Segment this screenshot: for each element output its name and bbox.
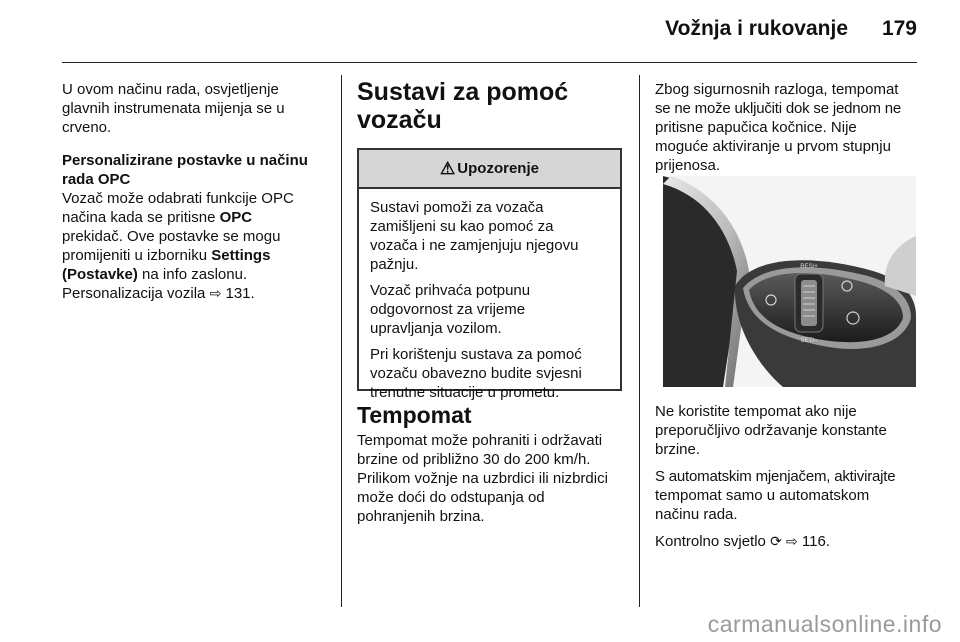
page-reference-icon: ⇨ (209, 285, 222, 301)
text-line: tempomat samo u automatskom (655, 487, 870, 504)
warning-heading: Upozorenje (457, 160, 539, 177)
text-fragment: promijeniti u izborniku (62, 247, 212, 264)
text-line: preporučljivo održavanje konstante (655, 422, 887, 439)
text-line: glavnih instrumenata mijenja se u (62, 100, 285, 117)
text-line: zamišljeni su kao pomoć za (370, 218, 554, 235)
text-line: brzine od približno 30 do 200 km/h. (357, 451, 591, 468)
text-line: može doći do odstupanja od (357, 489, 545, 506)
column-divider-right (639, 75, 640, 607)
opc-button-label: OPC (219, 209, 253, 226)
text-line: crveno. (62, 119, 112, 136)
text-line: pohranjenih brzina. (357, 508, 485, 525)
text-line: se ne može uključiti dok se jednom ne (655, 100, 902, 117)
text-fragment: načina kada se pritisne (62, 209, 220, 226)
warning-triangle-icon: ⚠ (440, 158, 456, 178)
text-line: Vozač može odabrati funkcije OPC (62, 190, 294, 207)
subheading-line: Personalizirane postavke u načinu (62, 152, 308, 169)
text-line: pritisne papučica kočnice. Nije (655, 119, 857, 136)
text-line: moguće aktiviranje u prvom stupnju (655, 138, 891, 155)
column-middle-section (357, 402, 632, 534)
steering-wheel-illustration (663, 176, 916, 387)
page-reference-icon: ⇨ (785, 533, 798, 549)
text-fragment: na info zaslonu. (137, 266, 248, 283)
text-line: Vozač prihvaća potpunu (370, 282, 531, 299)
text-line: Sustavi pomoži za vozača (370, 199, 544, 216)
text-line: Prilikom vožnje na uzbrdici ili nizbrdici (357, 470, 608, 487)
column-right-top (655, 80, 945, 183)
text-line: prijenosa. (655, 157, 721, 174)
settings-menu-label-translation: (Postavke) (62, 266, 138, 283)
settings-menu-label: Settings (211, 247, 271, 264)
column-right-bottom (655, 402, 945, 559)
text-line: S automatskim mjenjačem, aktivirajte (655, 468, 896, 485)
text-line: Pri korištenju sustava za pomoć (370, 346, 582, 363)
text-line: odgovornost za vrijeme (370, 301, 526, 318)
intro-paragraph (62, 80, 332, 137)
column-middle-title (357, 78, 627, 134)
text-line: brzine. (655, 441, 701, 458)
page-number: 179 (881, 17, 917, 40)
opc-paragraph (62, 189, 332, 303)
page-header-title: Vožnja i rukovanje (665, 17, 848, 40)
text-line: vozaču obavezno budite svjesni (370, 365, 582, 382)
text-line: vozača i ne zamjenjuju njegovu (370, 237, 579, 254)
section-title-driver-assistance (357, 78, 627, 134)
text-fragment: Personalizacija vozila (62, 285, 210, 302)
warning-body (359, 189, 620, 402)
header-rule (62, 62, 917, 63)
text-line: U ovom načinu rada, osvjetljenje (62, 81, 279, 98)
text-line: prekidač. Ove postavke se mogu (62, 228, 281, 245)
text-line: upravljanja vozilom. (370, 320, 502, 337)
text-line: načinu rada. (655, 506, 738, 523)
res-label: RES/+ (800, 264, 818, 270)
page-reference-link[interactable]: 131. (225, 285, 255, 302)
warning-box (357, 148, 622, 401)
cruise-control-indicator-icon: ⟳ (770, 533, 782, 549)
page-reference-link[interactable]: 116. (801, 533, 830, 550)
subheading-line: rada OPC (62, 171, 131, 188)
text-line: Zbog sigurnosnih razloga, tempomat (655, 81, 899, 98)
title-line: vozaču (357, 106, 442, 134)
text-line: Ne koristite tempomat ako nije (655, 403, 857, 420)
section-title-cruise-control: Tempomat (357, 402, 472, 428)
title-line: Sustavi za pomoć (357, 78, 569, 106)
watermark: carmanualsonline.info (707, 611, 942, 637)
column-divider-left (341, 75, 342, 607)
text-fragment: Kontrolno svjetlo (655, 533, 771, 550)
text-line: trenutne situacije u prometu. (370, 384, 560, 401)
text-line: pažnju. (370, 256, 419, 273)
warning-header (359, 150, 620, 189)
column-left (62, 80, 332, 311)
text-line: Tempomat može pohraniti i održavati (357, 432, 603, 449)
steering-wheel-photo (663, 176, 916, 387)
set-label: SET/– (800, 338, 818, 344)
subheading-personalized-settings (62, 151, 332, 189)
